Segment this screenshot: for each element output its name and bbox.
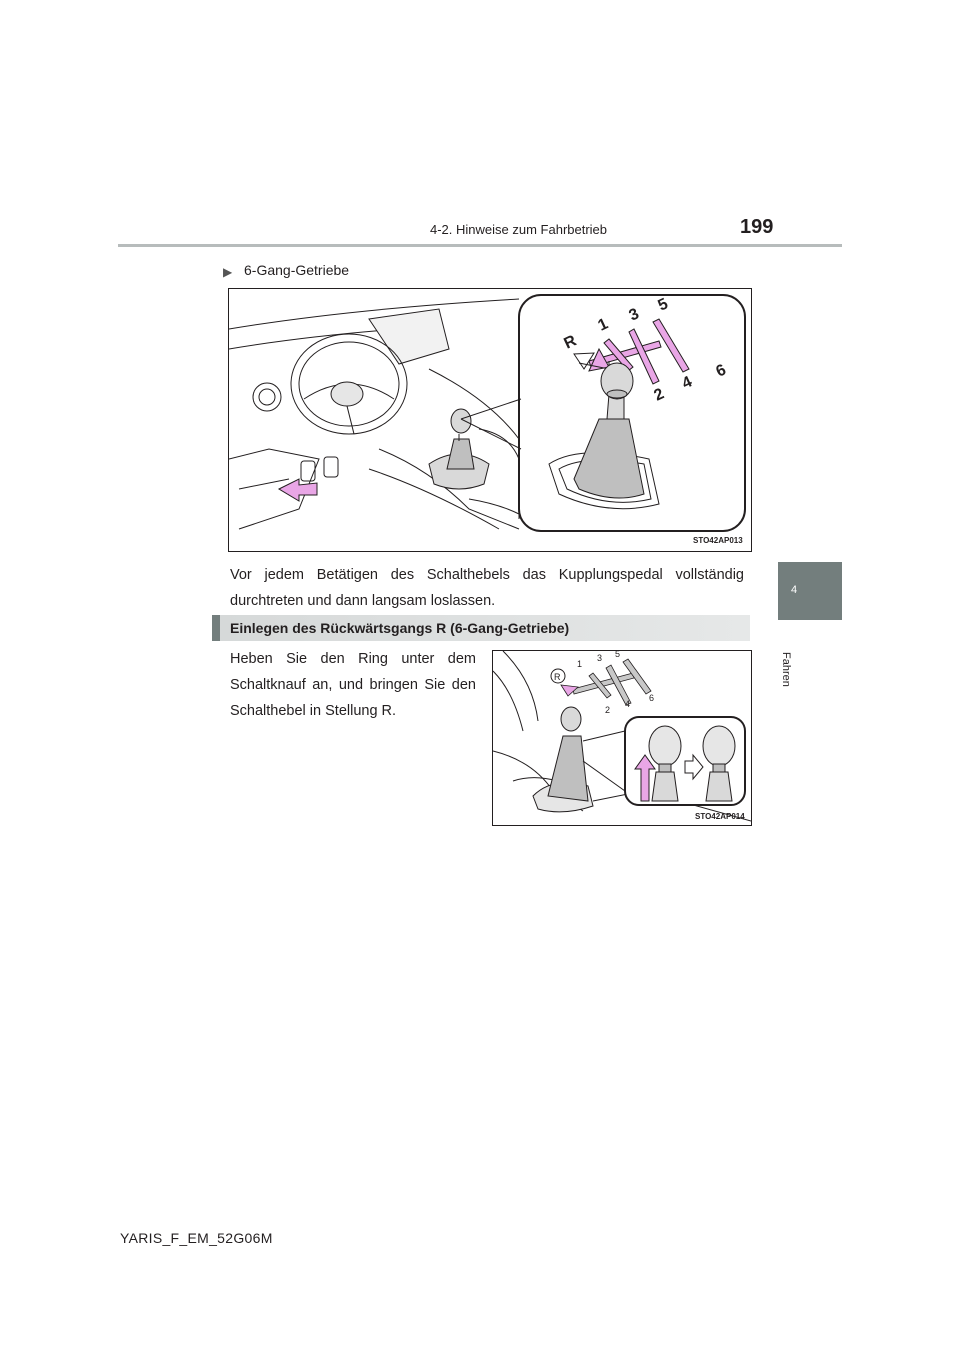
figure-code: STO42AP013 (693, 536, 743, 545)
triangle-bullet-icon: ▶ (223, 265, 233, 279)
svg-text:6: 6 (649, 693, 655, 703)
chapter-label: Fahren (780, 652, 792, 687)
chapter-number: 4 (791, 584, 798, 596)
svg-text:2: 2 (651, 385, 667, 405)
svg-text:1: 1 (577, 659, 583, 669)
reverse-gear-drawing (493, 651, 751, 825)
svg-text:R: R (561, 332, 580, 353)
pedal-arrow-icon (279, 479, 317, 501)
paragraph-reverse-instruction: Heben Sie den Ring unter dem Schaltknauf an, und bringen Sie den Schalthebel in Stellung R. (230, 651, 476, 719)
svg-text:4: 4 (625, 699, 631, 709)
header-divider (118, 244, 842, 247)
section-heading: Einlegen des Rückwärtsgangs R (6-Gang-Getriebe) (230, 620, 570, 636)
paragraph-clutch-instruction: Vor jedem Betätigen des Schalthebels das Kupplungspedal vollständig durchtreten und dann langsam loslassen. (230, 567, 744, 609)
svg-text:4: 4 (679, 373, 695, 393)
figure-code: STO42AP014 (695, 812, 745, 821)
reverse-gear-illustration (492, 650, 752, 826)
svg-text:2: 2 (605, 705, 611, 715)
section-heading-bar (212, 615, 750, 641)
svg-text:1: 1 (595, 315, 611, 335)
svg-text:6: 6 (713, 361, 729, 381)
svg-text:5: 5 (655, 295, 671, 315)
svg-text:R: R (554, 672, 561, 682)
svg-text:5: 5 (615, 651, 621, 659)
subsection-title: 6-Gang-Getriebe (244, 262, 350, 278)
svg-text:3: 3 (597, 653, 603, 663)
chapter-tab[interactable] (778, 562, 842, 620)
document-footer-code: YARIS_F_EM_52G06M (120, 1230, 273, 1246)
svg-text:3: 3 (626, 305, 642, 325)
page-number: 199 (740, 216, 774, 238)
dashboard-drawing (229, 289, 751, 551)
header-section-title: 4-2. Hinweise zum Fahrbetrieb (430, 222, 608, 237)
gearshift-illustration (228, 288, 752, 552)
